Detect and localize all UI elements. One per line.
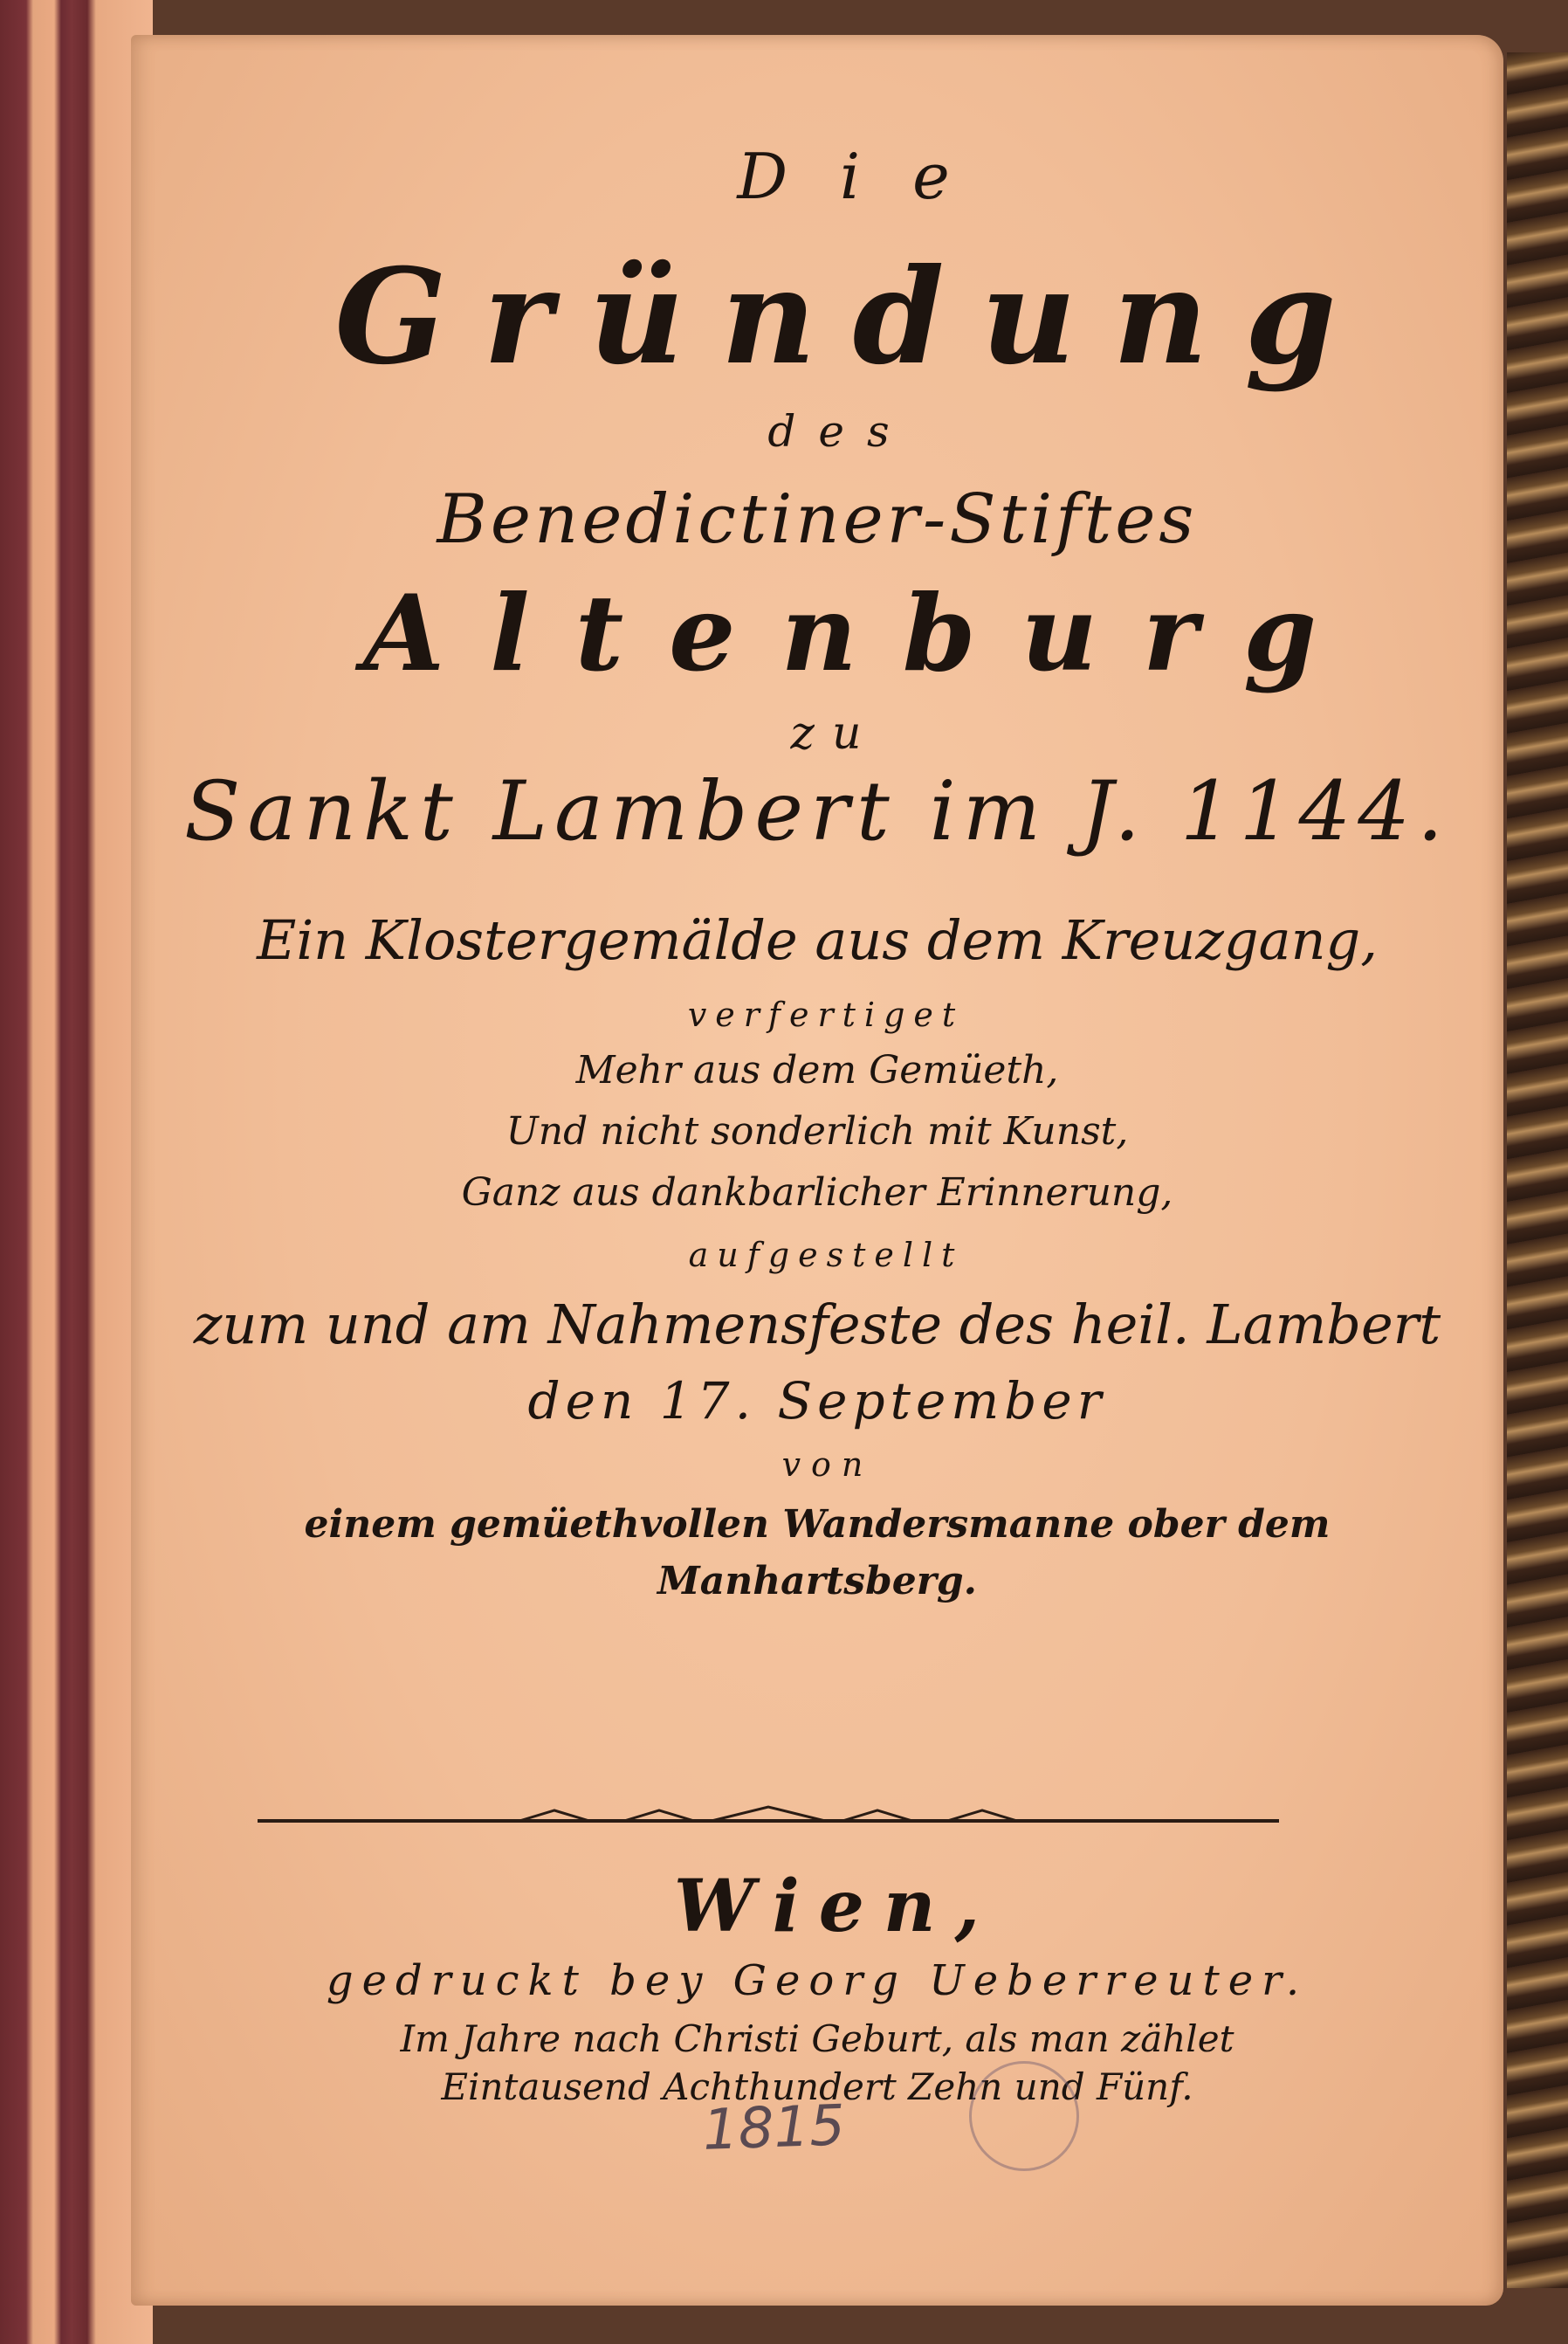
- line-verfertiget: verfertiget: [687, 996, 965, 1034]
- line-wandersmanne: einem gemüethvollen Wandersmanne ober dem: [304, 1502, 1331, 1547]
- imprint-city: Wien,: [673, 1865, 1000, 1948]
- imprint-year-line1: Im Jahre nach Christi Geburt, als man zählet: [400, 2017, 1234, 2060]
- ornamental-divider: [258, 1803, 1279, 1838]
- line-ganz: Ganz aus dankbarlicher Erinnerung,: [461, 1170, 1173, 1215]
- heading-zu: zu: [790, 707, 879, 760]
- subtitle-klostergemaelde: Ein Klostergemälde aus dem Kreuzgang,: [257, 908, 1378, 972]
- line-manhartsberg: Manhartsberg.: [657, 1559, 977, 1603]
- heading-stift: Benedictiner-Stiftes: [437, 480, 1198, 559]
- line-mehr: Mehr aus dem Gemüeth,: [575, 1048, 1059, 1093]
- imprint-printer: gedruckt bey Georg Ueberreuter.: [326, 1956, 1309, 2005]
- line-nahmensfeste: zum und am Nahmensfeste des heil. Lambert: [193, 1293, 1441, 1356]
- line-september: den 17. September: [527, 1371, 1107, 1431]
- heading-altenburg: Altenburg: [363, 572, 1362, 695]
- heading-gruendung: Gründung: [334, 240, 1373, 394]
- handwritten-year-annotation: 1815: [701, 2093, 847, 2163]
- heading-des: des: [767, 406, 912, 457]
- library-stamp: [969, 2061, 1079, 2171]
- line-aufgestellt: aufgestellt: [688, 1236, 964, 1274]
- line-von: von: [781, 1445, 874, 1484]
- heading-die: Die: [737, 140, 1002, 213]
- title-page: [131, 35, 1503, 2306]
- line-und: Und nicht sonderlich mit Kunst,: [505, 1109, 1129, 1154]
- heading-sankt-lambert: Sankt Lambert im J. 1144.: [184, 764, 1450, 859]
- imprint-year-line2: Eintausend Achthundert Zehn und Fünf.: [441, 2065, 1193, 2108]
- book-spine-binding: [0, 0, 153, 2344]
